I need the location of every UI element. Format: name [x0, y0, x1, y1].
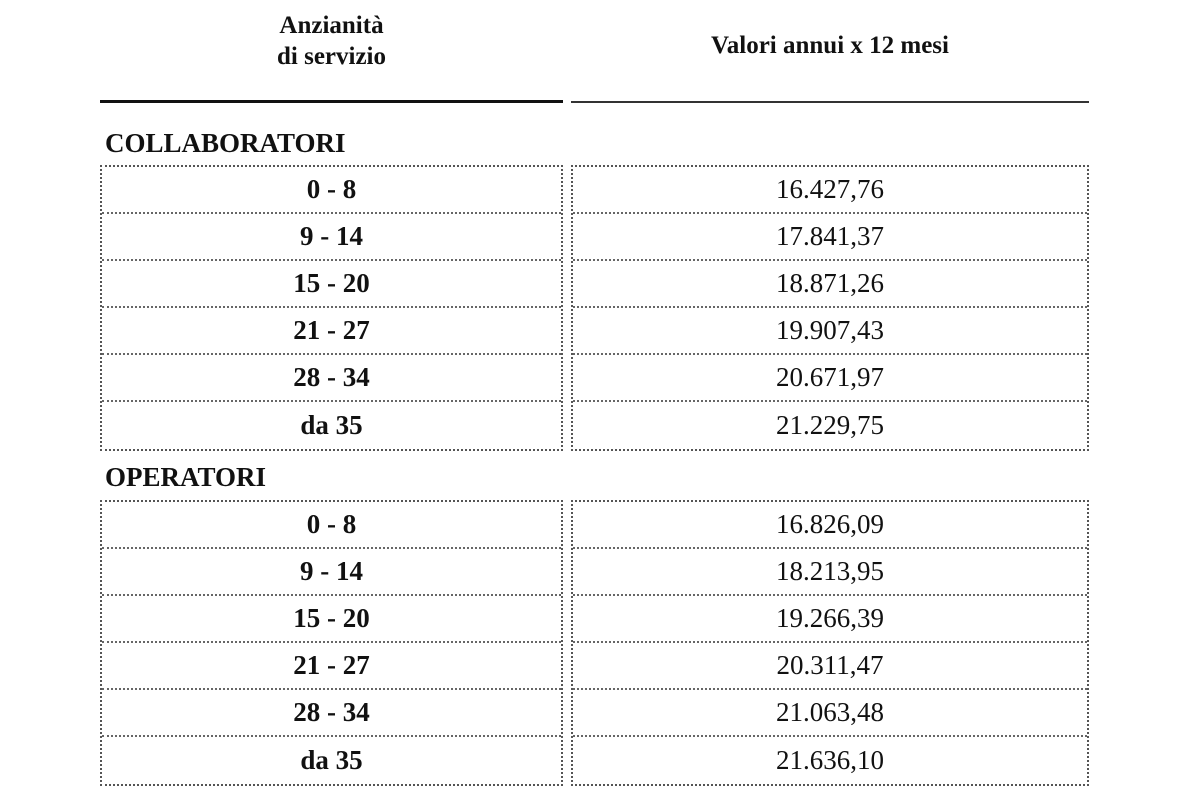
table-row: 19.266,39 [573, 596, 1087, 643]
table-row: 21.229,75 [776, 410, 884, 440]
column-header-seniority [100, 10, 563, 72]
column-header-annual-values: Valori annui x 12 mesi [710, 32, 949, 59]
table-row: 0 - 8 [102, 167, 561, 214]
table-row: 28 - 34 [102, 690, 561, 737]
table-row: 28 - 34 [102, 355, 561, 402]
table-row: 17.841,37 [573, 214, 1087, 261]
table-row: 16.427,76 [573, 167, 1087, 214]
header-divider-left [100, 100, 563, 103]
seniority-table-operatori [100, 500, 563, 786]
table-row: 15 - 20 [102, 261, 561, 308]
table-row: 19.907,43 [573, 308, 1087, 355]
table-row: 18.213,95 [573, 549, 1087, 596]
values-table-operatori [571, 500, 1089, 786]
table-row: 16.826,09 [573, 502, 1087, 549]
seniority-table-collaboratori [100, 165, 563, 451]
section-title-operatori: OPERATORI [105, 462, 267, 492]
table-row: 21.636,10 [776, 745, 884, 775]
table-row: 20.311,47 [573, 643, 1087, 690]
table-row: 0 - 8 [102, 502, 561, 549]
section-title-collaboratori: COLLABORATORI [105, 128, 346, 158]
table-row: 21 - 27 [102, 643, 561, 690]
table-row: 9 - 14 [102, 214, 561, 261]
table-row: 15 - 20 [102, 596, 561, 643]
header-line-2: di servizio [276, 43, 386, 70]
table-row: 21.063,48 [573, 690, 1087, 737]
values-table-collaboratori [571, 165, 1089, 451]
table-row: da 35 [300, 410, 363, 440]
header-divider-right [571, 101, 1089, 103]
table-row: 21 - 27 [102, 308, 561, 355]
table-row: 18.871,26 [573, 261, 1087, 308]
table-row: da 35 [300, 745, 363, 775]
table-row: 20.671,97 [573, 355, 1087, 402]
header-line-1: Anzianità [279, 12, 384, 39]
table-row: 9 - 14 [102, 549, 561, 596]
